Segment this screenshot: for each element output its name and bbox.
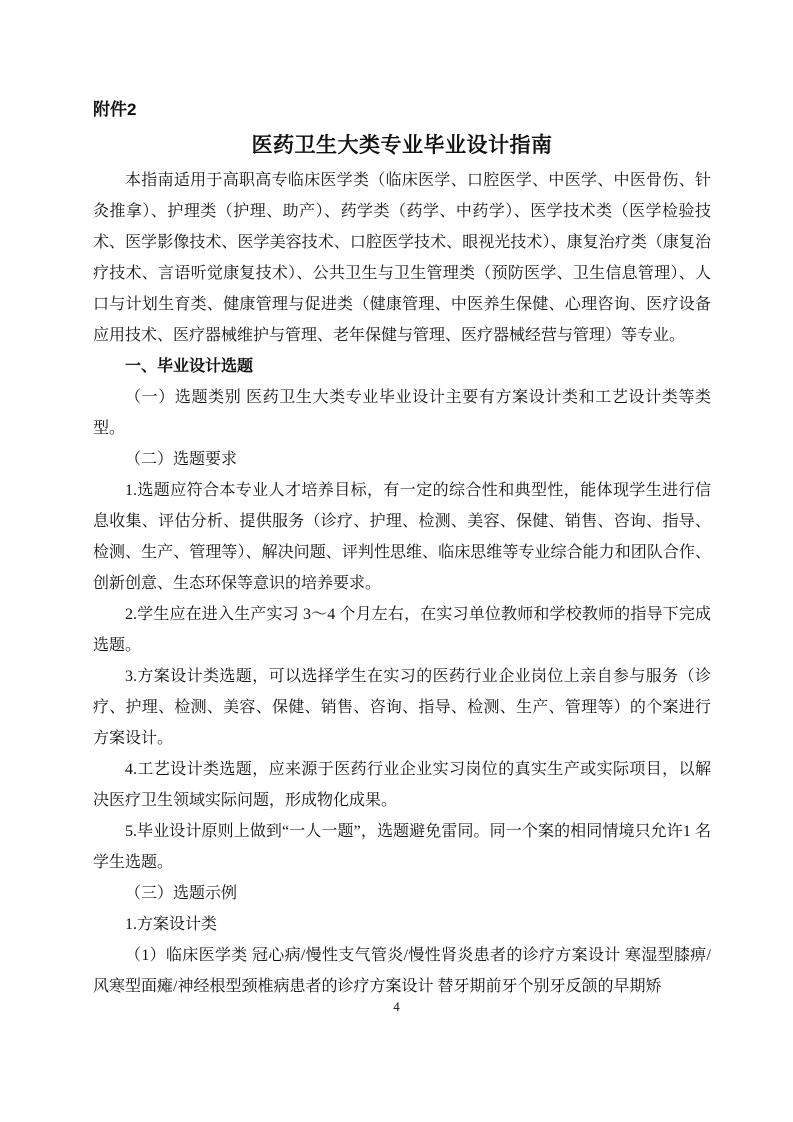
- attachment-label: 附件2: [93, 100, 137, 119]
- paragraph-requirement-5: 5.毕业设计原则上做到“一人一题”，选题避免雷同。同一个案的相同情境只允许1 名学生选题。: [93, 823, 711, 871]
- paragraph-requirement-3: 3.方案设计类选题，可以选择学生在实习的医药行业企业岗位上亲自参与服务（诊疗、护理、检测、美容、保健、销售、咨询、指导、检测、生产、管理等）的个案进行方案设计。: [93, 668, 711, 747]
- paragraph-topic-examples-heading: （三）选题示例: [125, 885, 238, 902]
- paragraph-intro: 本指南适用于高职高专临床医学类（临床医学、口腔医学、中医学、中医骨伤、针灸推拿）、护理类（护理、助产）、药学类（药学、中药学）、医学技术类（医学检验技术、医学影像技术、医学美容技术、口腔医学技术、眼视光技术）、康复治疗类（康复治疗技术、言语听觉康复技术）、公共卫生与卫生管理类（预防医学、卫生信息管理）、人口与计划生育类、健康管理与促进类（健康管理、中医养生保健、心理咨询、医疗设备应用技术、医疗器械维护与管理、老年保健与管理、医疗器械经营与管理）等专业。: [93, 172, 711, 344]
- paragraph-topic-category: （一）选题类别 医药卫生大类专业毕业设计主要有方案设计类和工艺设计类等类型。: [93, 389, 711, 437]
- paragraph-scheme-design-type: 1.方案设计类: [125, 916, 218, 933]
- paragraph-clinical-examples: （1）临床医学类 冠心病/慢性支气管炎/慢性肾炎患者的诊疗方案设计 寒湿型膝痹/风寒型面瘫/神经根型颈椎病患者的诊疗方案设计 替牙期前牙个别牙反颌的早期矫: [93, 947, 711, 995]
- document-body: [93, 165, 711, 1002]
- document-title: 医药卫生大类专业毕业设计指南: [251, 134, 553, 157]
- page-number: 4: [393, 999, 400, 1014]
- paragraph-requirement-1: 1.选题应符合本专业人才培养目标，有一定的综合性和典型性，能体现学生进行信息收集、评估分析、提供服务（诊疗、护理、检测、美容、保健、销售、咨询、指导、检测、生产、管理等）、解决问题、评判性思维、临床思维等专业综合能力和团队合作、创新创意、生态环保等意识的培养要求。: [93, 482, 711, 592]
- paragraph-topic-requirements-heading: （二）选题要求: [125, 451, 238, 468]
- paragraph-requirement-2: 2.学生应在进入生产实习 3～4 个月左右，在实习单位教师和学校教师的指导下完成选题。: [93, 606, 711, 654]
- paragraph-requirement-4: 4.工艺设计类选题，应来源于医药行业企业实习岗位的真实生产或实际项目，以解决医疗卫生领域实际问题，形成物化成果。: [93, 761, 711, 809]
- section-heading-topic-selection: 一、毕业设计选题: [125, 358, 254, 375]
